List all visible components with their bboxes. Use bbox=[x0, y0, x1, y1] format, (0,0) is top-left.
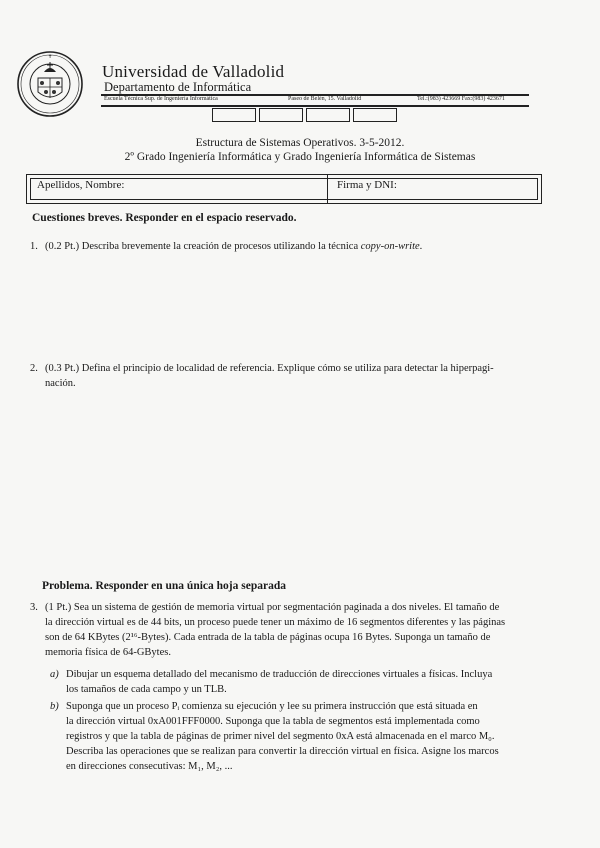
university-name: Universidad de Valladolid bbox=[102, 62, 285, 81]
svg-text:✝: ✝ bbox=[47, 54, 53, 60]
grade-box bbox=[259, 108, 303, 122]
question-1: 1. (0.2 Pt.) Describa brevemente la creación de procesos utilizando la técnica copy-on-write. bbox=[30, 241, 423, 252]
exam-title: Estructura de Sistemas Operativos. 3-5-2012. bbox=[195, 137, 405, 149]
exam-degree: 2º Grado Ingeniería Informática y Grado Ingeniería Informática de Sistemas bbox=[124, 151, 476, 163]
problem-part-a: a) Dibujar un esquema detallado del mecanismo de traducción de direcciones virtuales a físicas. Incluya los tamaños de cada campo y un TLB. bbox=[50, 669, 493, 695]
school-name: Escuela Técnica Sup. de Ingeniería Informática bbox=[104, 96, 218, 102]
signature-label: Firma y DNI: bbox=[337, 179, 397, 191]
student-id-box bbox=[26, 174, 542, 204]
header-rule-bottom bbox=[101, 105, 529, 107]
problem-heading: Problema. Responder en una única hoja separada bbox=[42, 580, 286, 592]
question-2: 2. (0.3 Pt.) Defina el principio de localidad de referencia. Explique cómo se utiliza para detectar la hiperpagi- nación. bbox=[30, 363, 494, 389]
department-name: Departamento de Informática bbox=[104, 80, 252, 94]
grade-box bbox=[212, 108, 256, 122]
grade-box bbox=[306, 108, 350, 122]
grade-boxes bbox=[212, 108, 400, 122]
phone-fax: Tel.:(983) 423669 Fax:(983) 423671 bbox=[417, 96, 505, 102]
name-label: Apellidos, Nombre: bbox=[37, 179, 125, 191]
problem-3: 3. (1 Pt.) Sea un sistema de gestión de memoria virtual por segmentación paginada a dos niveles. El tamaño de la dirección virtual es de 44 bits, un proceso puede tener un máximo de 16 segmentos diferentes y las páginas son de 64 KBytes (2¹⁶-Bytes). Cada entrada de la tabla de páginas ocupa 16 Bytes. Suponga un tamaño de memoria física de 64-GBytes. bbox=[30, 602, 506, 658]
grade-box bbox=[353, 108, 397, 122]
university-seal bbox=[16, 50, 84, 118]
problem-part-b: b) Suponga que un proceso Pᵢ comienza su ejecución y lee su primera instrucción que está situada en la dirección virtual 0xA001FFF0000. Suponga que la tabla de segmentos está implementada como registros y que la tabla de páginas de primer nivel del segmento 0xA está almacenada en el marco M₀. Describa las operaciones que se realizan para convertir la dirección virtual en física. Asigne los marcos en direcciones consecutivas: M₁, M₂, ... bbox=[50, 701, 499, 772]
address: Paseo de Belén, 15. Valladolid bbox=[288, 96, 362, 102]
short-questions-heading: Cuestiones breves. Responder en el espacio reservado. bbox=[32, 212, 297, 224]
